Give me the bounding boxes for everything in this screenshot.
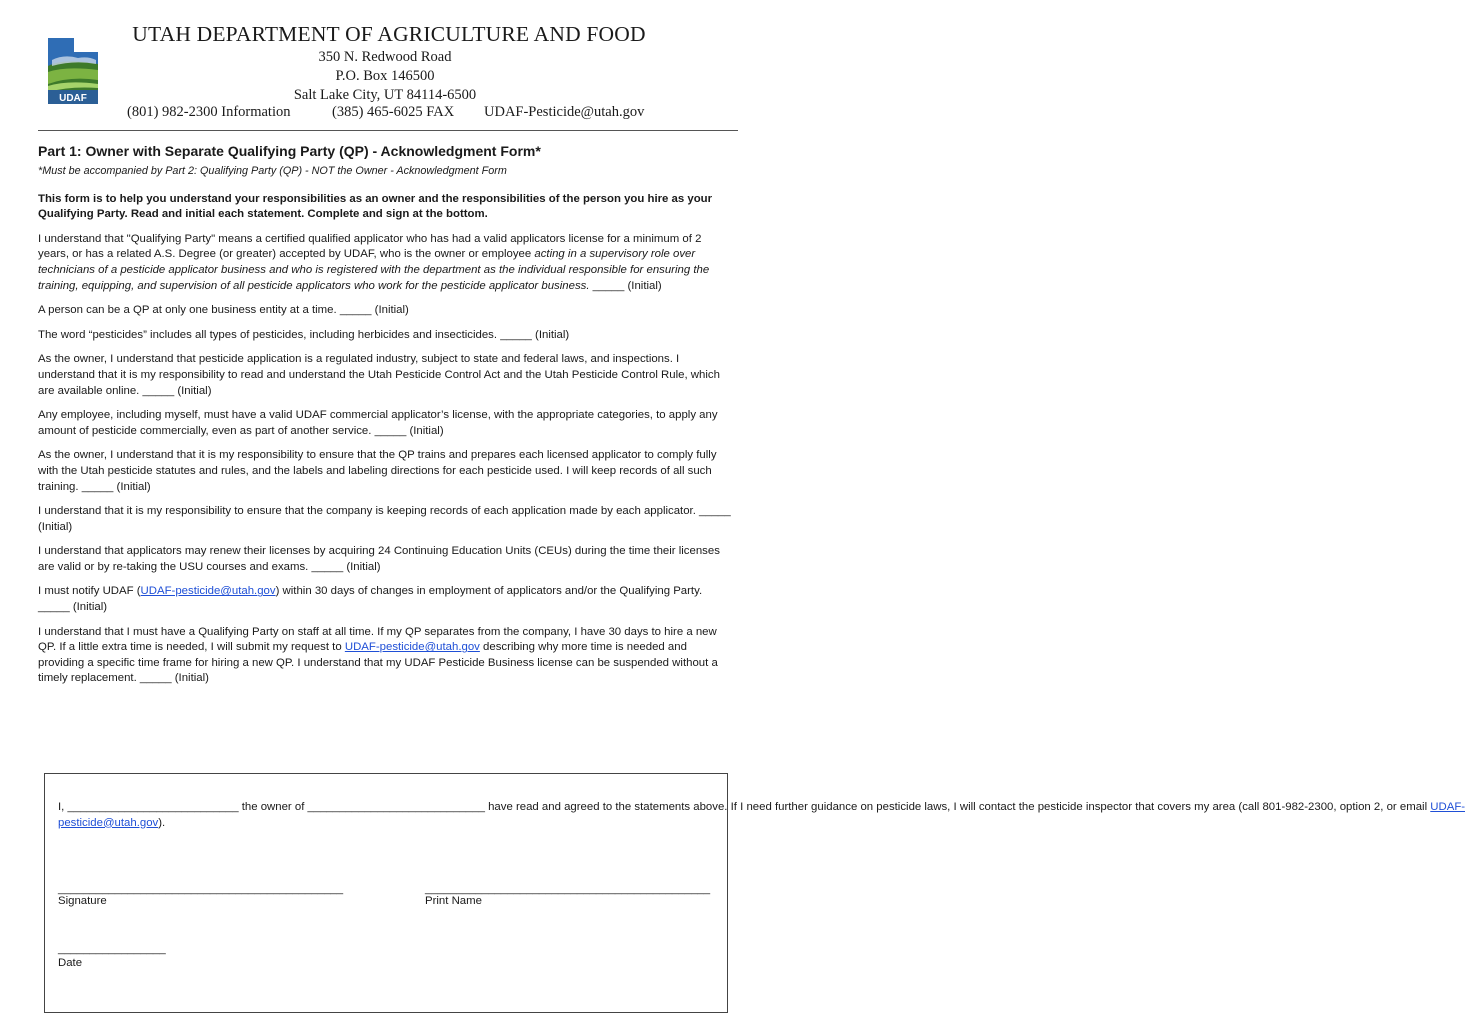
- address-line-1: 350 N. Redwood Road: [318, 49, 452, 65]
- statement-regulated-industry: As the owner, I understand that pesticide application is a regulated industry, subject to state and federal laws, and inspections. I understand that it is my responsibility to read and understand the Utah Pesticide Control Act and the Utah Pesticide Control Rule, which are available online. _____ (Initial): [38, 353, 720, 397]
- statement-one-business: A person can be a QP at only one business entity at a time. _____ (Initial): [38, 304, 409, 317]
- form-title: Part 1: Owner with Separate Qualifying Party (QP) - Acknowledgment Form*: [38, 143, 541, 159]
- statement-text: ) within 30 days of changes in employment of applicators and/or the Qualifying Party. _____ (Initial): [38, 585, 703, 614]
- form-intro: This form is to help you understand your responsibilities as an owner and the responsibilities of the person you hire as your Qualifying Party. Read and initial each statement. Complete and sign at the bottom.: [38, 192, 713, 221]
- contact-email: UDAF-Pesticide@utah.gov: [484, 104, 645, 120]
- statement-training-records: As the owner, I understand that it is my responsibility to ensure that the QP trains and prepares each licensed applicator to comply fully with the Utah pesticide statutes and rules, and the labels and labeling directions for each pesticide used. I will keep records of all such training. _____ (Initial): [38, 449, 717, 493]
- statement-pesticides-definition: The word “pesticides” includes all types of pesticides, including herbicides and insecticides. _____ (Initial): [38, 328, 570, 341]
- email-link[interactable]: UDAF-pesticide@utah.gov: [344, 641, 480, 654]
- email-link[interactable]: UDAF-pesticide@utah.gov: [58, 801, 1465, 829]
- agreement-body: I, ___________________________ the owner of ____________________________ have read and agreed to the statements above. If I need further guidance on pesticide laws, I will contact the pesticide inspector that covers my area (call 801-982-2300, option 2, or email: [58, 801, 1431, 813]
- statement-text: I must notify UDAF (: [38, 585, 141, 598]
- statement-notify-udaf: [38, 584, 734, 615]
- address-line-3: Salt Lake City, UT 84114-6500: [293, 87, 477, 103]
- print-name-label: Print Name: [425, 895, 482, 907]
- agreement-end: ).: [158, 816, 166, 829]
- address-line-2: P.O. Box 146500: [335, 68, 435, 84]
- print-name-line[interactable]: _____________________________________________: [425, 883, 711, 895]
- statement-license-required: Any employee, including myself, must have a valid UDAF commercial applicator’s license, with the appropriate categories, to apply any amount of pesticide commercially, even as part of another service. _____ (Initial): [38, 409, 718, 437]
- statement-qp-on-staff: [38, 625, 734, 687]
- statement-application-records: I understand that it is my responsibility to ensure that the company is keeping records of each application made by each applicator. _____ (Initial): [38, 505, 731, 533]
- statement-text: I understand that I must have a Qualifying Party on staff at all time. If my QP separates from the company, I have 30 days to hire a new QP. If a little extra time is needed, I will submit my request to: [38, 625, 717, 654]
- date-label: Date: [58, 957, 83, 969]
- statement-license-renewal: I understand that applicators may renew their licenses by acquiring 24 Continuing Education Units (CEUs) during the time their licenses are valid or by re-taking the USU courses and exams. _____ (Initial): [38, 545, 720, 573]
- fax-number: (385) 465-6025 FAX: [332, 104, 455, 120]
- initial-field: _____ (Initial): [589, 279, 662, 292]
- date-line[interactable]: _________________: [58, 943, 166, 955]
- email-link[interactable]: UDAF-pesticide@utah.gov: [140, 585, 276, 598]
- form-body: [38, 142, 734, 687]
- statement-qualifying-party-definition: [38, 232, 734, 294]
- phone-number: (801) 982-2300 Information: [127, 104, 291, 120]
- header-divider: [38, 130, 738, 131]
- agreement-text: [58, 800, 1465, 831]
- form-note: *Must be accompanied by Part 2: Qualifying Party (QP) - NOT the Owner - Acknowledgment Form: [38, 165, 507, 177]
- signature-label: Signature: [58, 895, 107, 907]
- svg-text:UDAF: UDAF: [59, 93, 87, 104]
- organization-name: UTAH DEPARTMENT OF AGRICULTURE AND FOOD: [132, 22, 646, 46]
- signature-box: [44, 773, 1465, 1013]
- signature-line[interactable]: _____________________________________________: [58, 883, 344, 895]
- statement-italic-text: acting in a supervisory role over technicians of a pesticide applicator business and who is registered with the department as the individual responsible for ensuring the training, equipping, and supervision of all pesticide applicators who work for the pesticide applicator business.: [38, 248, 710, 292]
- statement-text: describing why more time is needed and providing a specific time frame for hiring a new QP. I understand that my UDAF Pesticide Business license can be suspended without a timely replacement. _____ (Initial): [38, 641, 718, 685]
- statement-text: I understand that "Qualifying Party" means a certified qualified applicator who has had a valid applicators license for a minimum of 2 years, or has a related A.S. Degree (or greater) accepted by UDAF, who is the owner or employee: [38, 232, 702, 261]
